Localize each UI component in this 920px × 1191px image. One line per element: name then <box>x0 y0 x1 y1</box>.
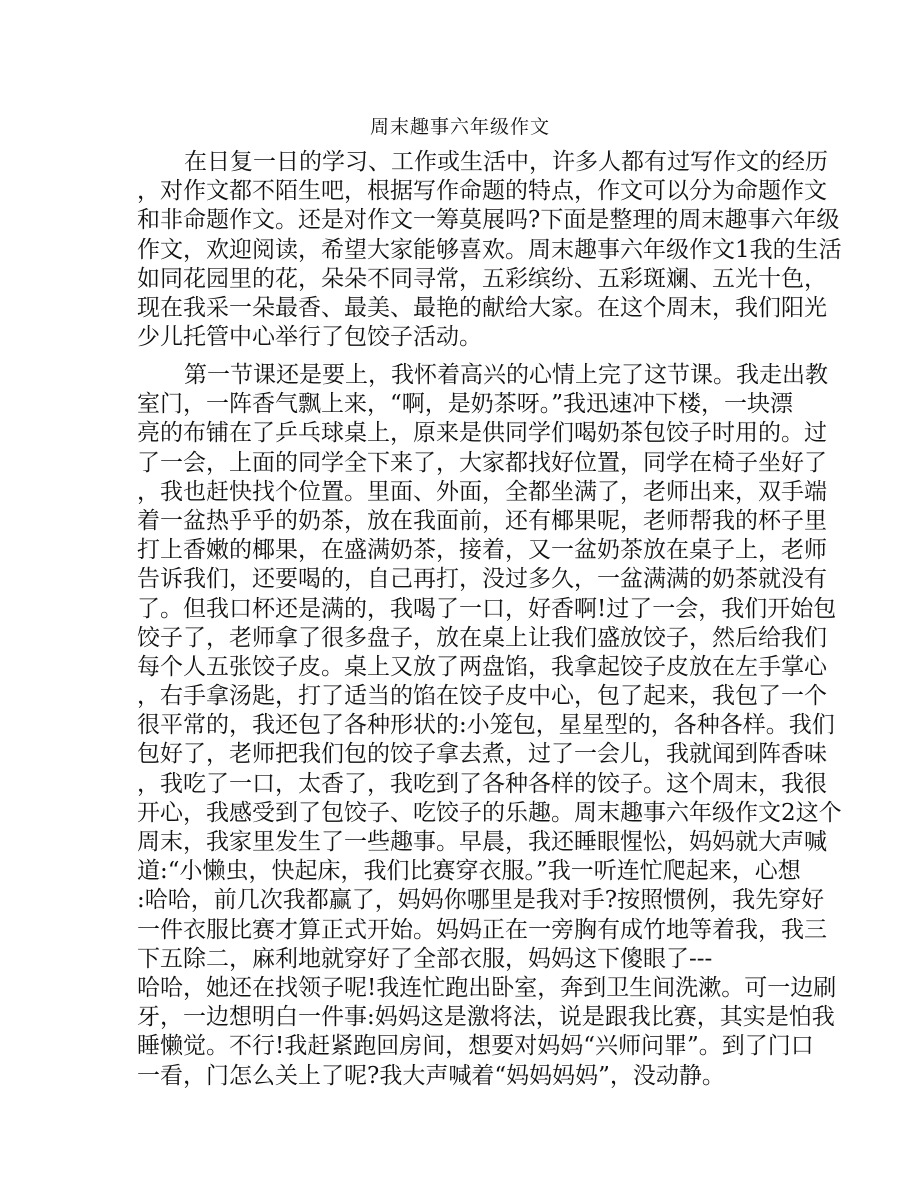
text-line: ，我也赶快找个位置。里面、外面，全都坐满了，老师出来，双手端 <box>137 478 827 505</box>
text-line: 了。但我口杯还是满的，我喝了一口，好香啊!过了一会，我们开始包 <box>137 595 837 622</box>
text-line: 作文，欢迎阅读，希望大家能够喜欢。周末趣事六年级作文1我的生活 <box>137 236 842 263</box>
text-line: 每个人五张饺子皮。桌上又放了两盘馅，我拿起饺子皮放在左手掌心 <box>137 653 827 680</box>
text-line: 很平常的，我还包了各种形状的:小笼包，星星型的，各种各样。我们 <box>137 712 835 739</box>
text-line: 开心，我感受到了包饺子、吃饺子的乐趣。周末趣事六年级作文2这个 <box>137 799 842 826</box>
text-line: ，我吃了一口，太香了，我吃到了各种各样的饺子。这个周末，我很 <box>137 770 827 797</box>
text-line: 告诉我们，还要喝的，自己再打，没过多久，一盆满满的奶茶就没有 <box>137 566 827 593</box>
text-line: 第一节课还是要上，我怀着高兴的心情上完了这节课。我走出教 <box>184 362 828 388</box>
text-line: 如同花园里的花，朵朵不同寻常，五彩缤纷、五彩斑斓、五光十色， <box>137 265 827 292</box>
text-line: 饺子了，老师拿了很多盘子，放在桌上让我们盛放饺子，然后给我们 <box>137 624 827 651</box>
text-line: 一件衣服比赛才算正式开始。妈妈正在一旁胸有成竹地等着我，我三 <box>137 916 827 943</box>
text-line: 包好了，老师把我们包的饺子拿去煮，过了一会儿，我就闻到阵香味 <box>137 741 827 768</box>
text-line: 下五除二，麻利地就穿好了全部衣服，妈妈这下傻眼了--- <box>137 945 713 972</box>
text-line: :哈哈，前几次我都赢了，妈妈你哪里是我对手?按照惯例，我先穿好 <box>137 887 825 914</box>
text-line: 少儿托管中心举行了包饺子活动。 <box>137 324 482 351</box>
text-line: 在日复一日的学习、工作或生活中，许多人都有过写作文的经历 <box>184 149 828 175</box>
text-line: 打上香嫩的椰果，在盛满奶茶，接着，又一盆奶茶放在桌子上，老师 <box>137 537 827 564</box>
text-line: 和非命题作文。还是对作文一筹莫展吗?下面是整理的周末趣事六年级 <box>137 207 840 234</box>
text-line: 现在我采一朵最香、最美、最艳的献给大家。在这个周末，我们阳光 <box>137 294 827 321</box>
text-line: 睡懒觉。不行!我赶紧跑回房间，想要对妈妈“兴师问罪”。到了门口 <box>137 1033 814 1060</box>
text-line: 道:“小懒虫，快起床，我们比赛穿衣服。”我一听连忙爬起来，心想 <box>137 858 801 885</box>
paragraph-intro <box>137 148 842 352</box>
text-line: 着一盆热乎乎的奶茶，放在我面前，还有椰果呢，老师帮我的杯子里 <box>137 507 827 534</box>
document-title: 周末趣事六年级作文 <box>369 116 550 138</box>
text-line: 牙，一边想明白一件事:妈妈这是激将法，说是跟我比赛，其实是怕我 <box>137 1004 835 1031</box>
text-line: 周末，我家里发生了一些趣事。早晨，我还睡眼惺忪，妈妈就大声喊 <box>137 829 827 855</box>
text-line: 哈哈，她还在找领子呢!我连忙跑出卧室，奔到卫生间洗漱。可一边刷 <box>137 974 837 1001</box>
text-line: 了一会，上面的同学全下来了，大家都找好位置，同学在椅子坐好了 <box>137 449 827 476</box>
paragraph-body <box>137 361 842 1091</box>
text-line: 亮的布铺在了乒乓球桌上，原来是供同学们喝奶茶包饺子时用的。过 <box>137 420 827 447</box>
text-line: 室门，一阵香气飘上来，“啊，是奶茶呀。”我迅速冲下楼，一块漂 <box>137 391 794 418</box>
text-line: 一看，门怎么关上了呢?我大声喊着“妈妈妈妈”，没动静。 <box>137 1062 725 1089</box>
text-line: ，对作文都不陌生吧，根据写作命题的特点，作文可以分为命题作文 <box>137 178 827 205</box>
text-line: ，右手拿汤匙，打了适当的馅在饺子皮中心，包了起来，我包了一个 <box>137 683 827 710</box>
